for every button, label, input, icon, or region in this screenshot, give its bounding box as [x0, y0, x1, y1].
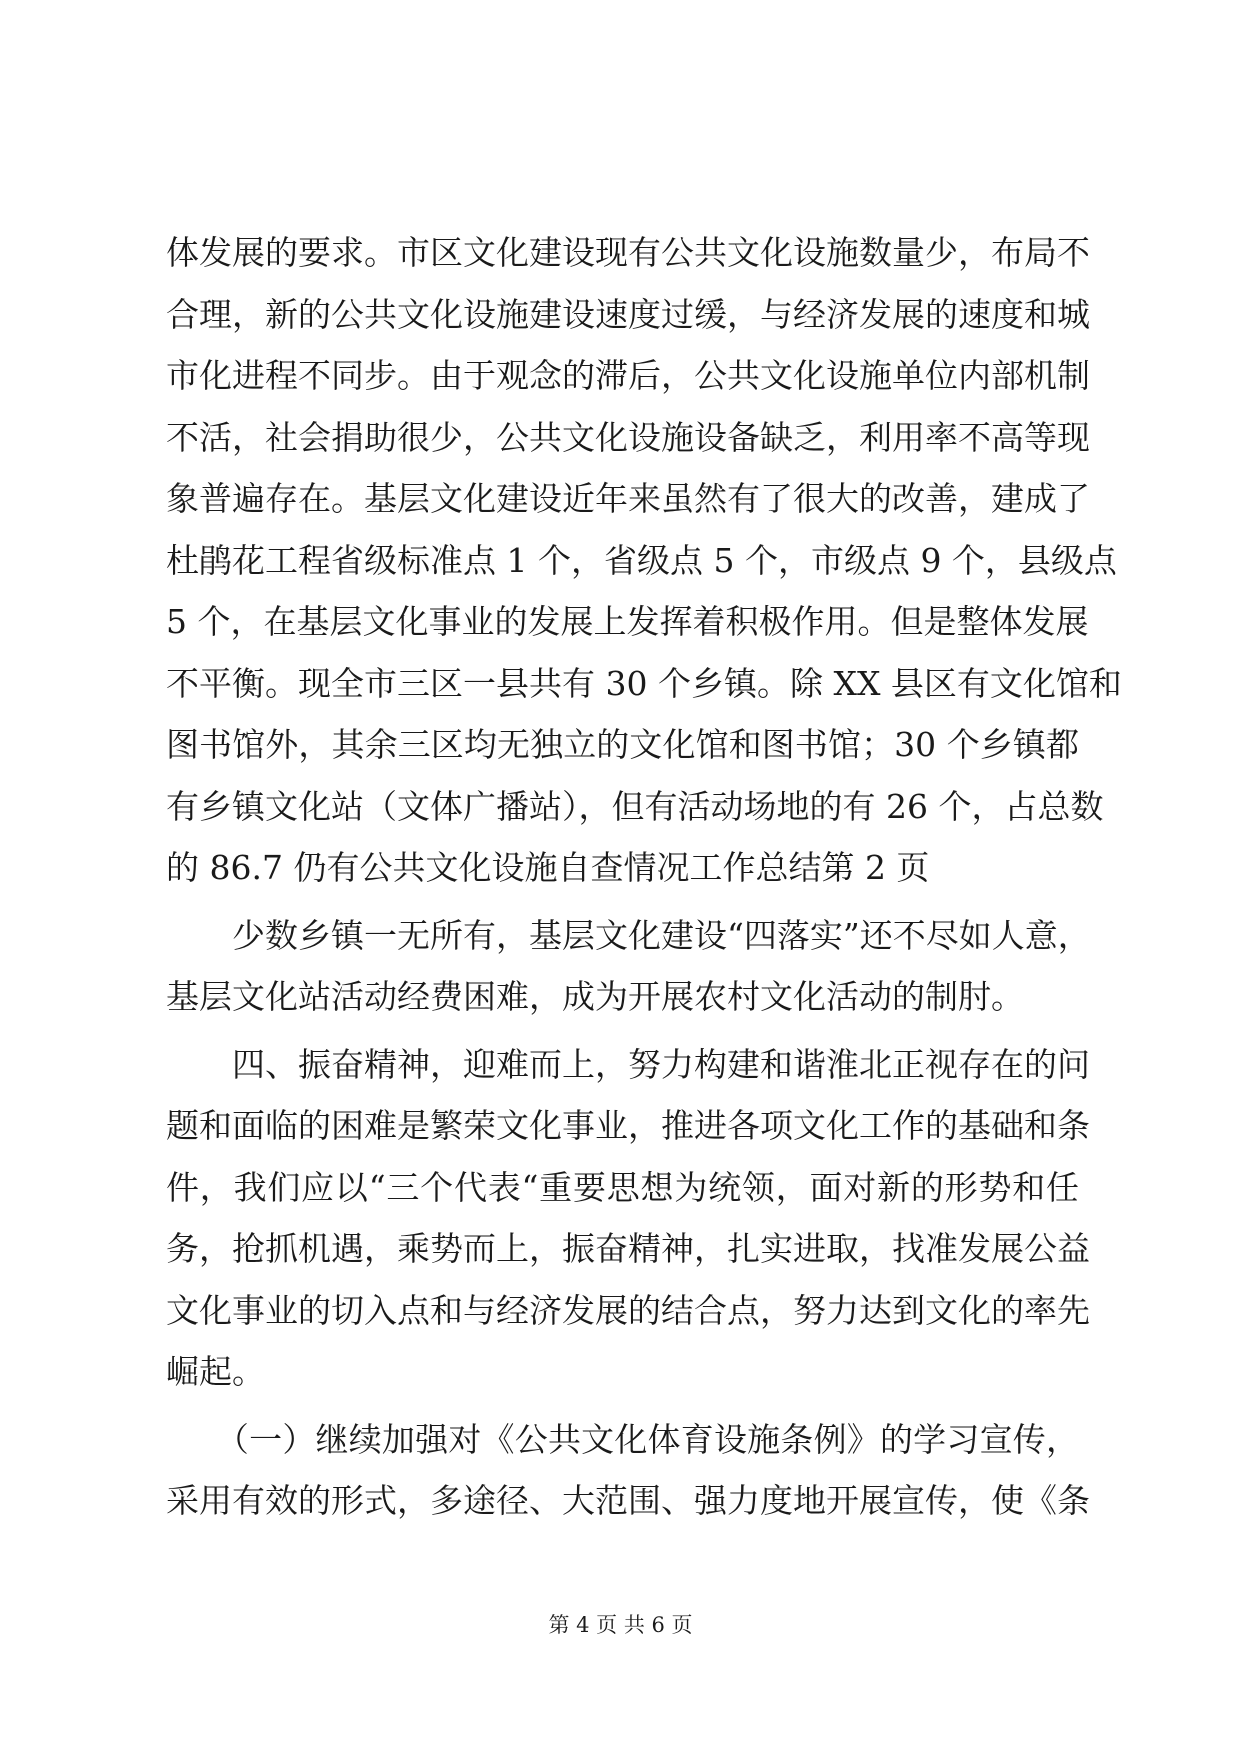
- text-line: 务，抢抓机遇，乘势而上，振奋精神，扎实进取，找准发展公益: [166, 1229, 1090, 1268]
- text-line: 基层文化站活动经费困难，成为开展农村文化活动的制肘。: [166, 977, 1024, 1016]
- text-line: 崛起。: [166, 1352, 265, 1391]
- text-line: 不平衡。现全市三区一县共有 30 个乡镇。除 XX 县区有文化馆和: [166, 663, 1122, 703]
- text-line: 图书馆外，其余三区均无独立的文化馆和图书馆；30 个乡镇都: [166, 725, 1079, 764]
- text-line: 的 86.7 仍有公共文化设施自查情况工作总结第 2 页: [166, 848, 930, 887]
- text-line: 5 个，在基层文化事业的发展上发挥着积极作用。但是整体发展: [166, 602, 1089, 641]
- body-text: [166, 222, 1122, 1532]
- text-line: 题和面临的困难是繁荣文化事业，推进各项文化工作的基础和条: [166, 1106, 1090, 1145]
- page-footer: 第 4 页 共 6 页: [548, 1613, 693, 1637]
- text-line: 有乡镇文化站（文体广播站），但有活动场地的有 26 个，占总数: [166, 786, 1104, 826]
- text-line: 少数乡镇一无所有，基层文化建设“四落实”还不尽如人意，: [166, 915, 1091, 955]
- text-line: 杜鹃花工程省级标准点 1 个，省级点 5 个，市级点 9 个，县级点: [166, 540, 1117, 580]
- text-line: （一）继续加强对《公共文化体育设施条例》的学习宣传，: [166, 1419, 1079, 1459]
- text-line: 采用有效的形式，多途径、大范围、强力度地开展宣传，使《条: [166, 1481, 1090, 1520]
- text-line: 件，我们应以“三个代表“重要思想为统领，面对新的形势和任: [166, 1167, 1079, 1207]
- text-line: 合理，新的公共文化设施建设速度过缓，与经济发展的速度和城: [166, 294, 1090, 334]
- text-line: 象普遍存在。基层文化建设近年来虽然有了很大的改善，建成了: [166, 479, 1090, 518]
- text-line: 四、振奋精神，迎难而上，努力构建和谐淮北正视存在的问: [166, 1044, 1090, 1084]
- text-line: 体发展的要求。市区文化建设现有公共文化设施数量少，布局不: [166, 233, 1090, 272]
- text-line: 不活，社会捐助很少，公共文化设施设备缺乏，利用率不高等现: [166, 417, 1090, 457]
- text-line: 文化事业的切入点和与经济发展的结合点，努力达到文化的率先: [166, 1290, 1090, 1330]
- text-line: 市化进程不同步。由于观念的滞后，公共文化设施单位内部机制: [166, 356, 1090, 395]
